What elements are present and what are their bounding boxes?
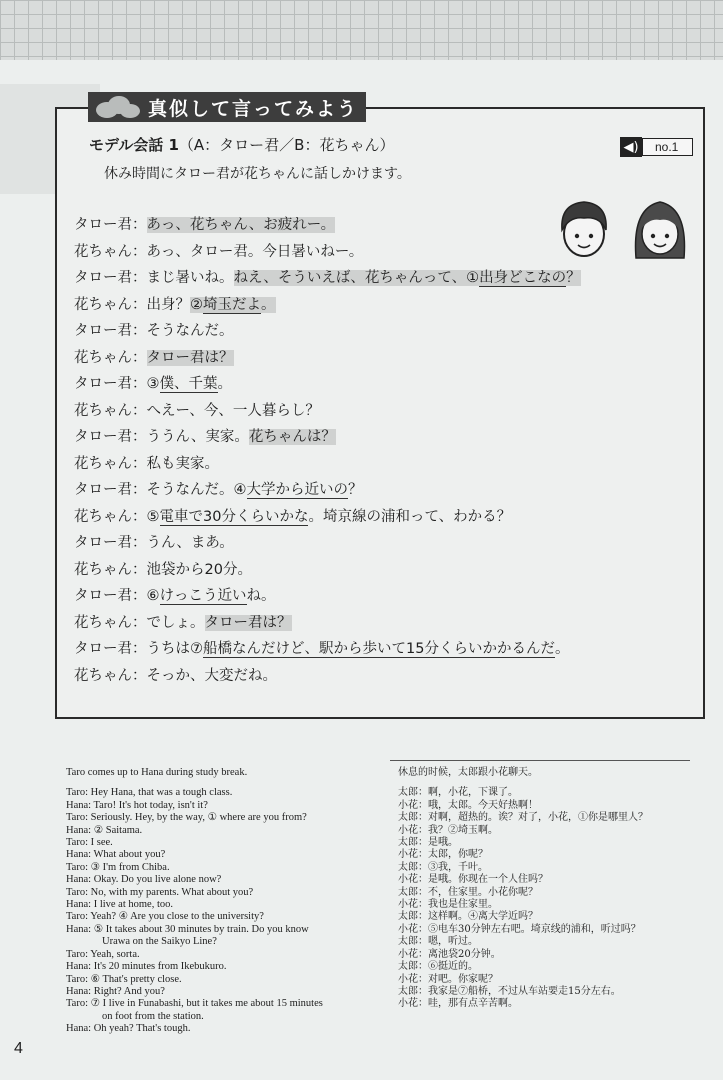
chinese-line: 小花：哇，那有点辛苦啊。	[398, 998, 518, 1010]
utterance-text: 。	[261, 296, 276, 313]
chinese-line: 小花：离池袋20分钟。	[398, 948, 501, 960]
speaker-name: 花ちゃん：	[74, 455, 147, 472]
speaker-name: 花ちゃん：	[74, 561, 147, 578]
dialogue-line	[74, 611, 292, 632]
utterance-text: 私も実家。	[146, 455, 219, 472]
english-line: Hana: I live at home, too.	[66, 899, 174, 911]
audio-track[interactable]	[620, 137, 693, 157]
speaker-icon[interactable]: ◀)	[620, 137, 642, 157]
chinese-line: 太郎：啊，小花，下课了。	[398, 787, 518, 799]
intro-sentence: 休み時間にタロー君が花ちゃんに話しかけます。	[104, 166, 411, 182]
utterance-text: 電車で30分くらいかな	[159, 508, 309, 525]
utterance-text: あっ、花ちゃん、お疲れー。	[146, 217, 336, 233]
chinese-line: 太郎：③我，千叶。	[398, 861, 488, 873]
utterance-text: うん、まあ。	[146, 535, 234, 551]
english-line: Hana: ② Saitama.	[66, 824, 143, 836]
speaker-name: 花ちゃん：	[74, 667, 147, 684]
utterance-text: 出身どこなの	[479, 270, 567, 286]
dialogue-line	[74, 293, 276, 314]
english-line: Urawa on the Saikyo Line?	[102, 936, 217, 948]
utterance-text: ううん、実家。	[146, 429, 249, 445]
utterance-text: 船橋なんだけど、駅から歩いて15分くらいかかるんだ	[203, 641, 555, 657]
utterance-text: ね。	[246, 588, 276, 604]
utterance-text: ？	[348, 482, 363, 498]
dialogue-line	[74, 346, 234, 367]
speaker-name: タロー君：	[74, 429, 147, 445]
chinese-line: 太郎：对啊，超热的。诶？对了，小花，①你是哪里人？	[398, 812, 648, 824]
model-roles: （A：タロー君／B：花ちゃん）	[178, 136, 395, 154]
chinese-translation	[398, 767, 698, 1011]
utterance-text: あっ、タロー君。今日暑いねー。	[146, 243, 364, 260]
utterance-text: ⑤	[146, 508, 160, 525]
utterance-text: まじ暑いね。	[146, 270, 234, 286]
english-line: Taro: Seriously. Hey, by the way, ① where are you from?	[66, 812, 307, 824]
utterance-text: タロー君は？	[204, 614, 292, 631]
speaker-name: 花ちゃん：	[74, 243, 147, 260]
speaker-name: タロー君：	[74, 535, 147, 551]
utterance-text: そうなんだ。	[146, 323, 234, 339]
utterance-text: ねえ、そういえば、花ちゃんって、①	[233, 270, 480, 286]
section-title: 真似して言ってみよう	[148, 97, 359, 120]
utterance-text: そっか、大変だね。	[146, 667, 277, 684]
english-line: Taro: I see.	[66, 837, 113, 849]
speaker-name: 花ちゃん：	[74, 402, 147, 419]
audio-track-label: no.1	[642, 138, 693, 156]
grid-paper-strip	[0, 0, 723, 62]
chinese-line: 小花：我？②埼玉啊。	[398, 824, 498, 836]
dialogue-line	[74, 425, 336, 446]
chinese-line: 太郎：我家是⑦船桥，不过从车站要走15分左右。	[398, 985, 621, 997]
english-line: Hana: It's 20 minutes from Ikebukuro.	[66, 961, 227, 973]
utterance-text: 埼玉だよ	[203, 296, 261, 313]
english-line: Taro: ⑦ I live in Funabashi, but it takes me about 15 minutes	[66, 998, 323, 1010]
english-line: Hana: What about you?	[66, 849, 166, 861]
english-line: Taro comes up to Hana during study break.	[66, 767, 248, 778]
chinese-line: 太郎：这样啊。④离大学近吗？	[398, 911, 538, 923]
utterance-text: 池袋から20分。	[146, 561, 252, 578]
boy-face-icon	[556, 198, 612, 260]
chinese-line: 太郎：是哦。	[398, 837, 458, 849]
dialogue-line	[74, 478, 363, 499]
english-line: Hana: ⑤ It takes about 30 minutes by train. Do you know	[66, 923, 309, 935]
speaker-name: タロー君：	[74, 376, 147, 392]
speaker-name: タロー君：	[74, 482, 147, 498]
utterance-text: タロー君は？	[146, 349, 234, 366]
chinese-line: 小花：我也是住家里。	[398, 899, 498, 911]
chinese-line: 小花：哦，太郎。今天好热啊！	[398, 799, 538, 811]
english-translation	[66, 767, 376, 1036]
utterance-text: 。埼京線の浦和って、わかる？	[308, 508, 512, 525]
speech-cloud-icon	[96, 96, 140, 118]
speaker-name: 花ちゃん：	[74, 296, 147, 313]
utterance-text: ③	[146, 376, 160, 392]
dialogue-line	[74, 372, 232, 393]
utterance-text: 僕、千葉	[159, 376, 218, 392]
english-line	[66, 779, 376, 787]
girl-face-icon	[632, 198, 688, 260]
divider-line	[390, 760, 690, 761]
utterance-text: へえー、今、一人暮らし？	[146, 402, 320, 419]
utterance-text: 出身？	[146, 296, 190, 313]
utterance-text: ②	[190, 296, 203, 313]
speaker-name: タロー君：	[74, 641, 147, 657]
dialogue-line	[74, 399, 320, 420]
page-number: 4	[14, 1040, 23, 1057]
speaker-name: 花ちゃん：	[74, 349, 147, 366]
dialogue-line	[74, 452, 219, 473]
dialogue-line	[74, 505, 511, 526]
utterance-text: ？	[566, 270, 581, 286]
dialogue-line	[74, 319, 234, 340]
english-line: Taro: Yeah? ④ Are you close to the university?	[66, 911, 264, 923]
english-line: on foot from the station.	[102, 1010, 204, 1022]
utterance-text: 花ちゃんは？	[248, 429, 336, 445]
model-label: モデル会話 1	[89, 136, 179, 154]
dialogue-line	[74, 637, 569, 658]
utterance-text: うちは⑦	[146, 641, 203, 657]
english-line: Hana: Okay. Do you live alone now?	[66, 874, 222, 886]
dialogue-line	[74, 558, 252, 579]
speaker-name: 花ちゃん：	[74, 614, 147, 631]
chinese-line: 太郎：不，住家里。小花你呢？	[398, 886, 538, 898]
chinese-line: 小花：太郎，你呢？	[398, 849, 488, 861]
chinese-line: 小花：⑤电车30分钟左右吧。埼京线的浦和，听过吗？	[398, 923, 641, 935]
english-line: Hana: Taro! It's hot today, isn't it?	[66, 799, 208, 811]
utterance-text: けっこう近い	[159, 588, 247, 604]
english-line: Taro: Yeah, sorta.	[66, 948, 140, 960]
speaker-name: タロー君：	[74, 217, 147, 233]
speaker-name: タロー君：	[74, 270, 147, 286]
utterance-text: 。	[554, 641, 570, 657]
english-line: Taro: Hey Hana, that was a tough class.	[66, 787, 233, 799]
dialogue-line	[74, 240, 363, 261]
chinese-line: 太郎：⑥挺近的。	[398, 961, 478, 973]
utterance-text: 。	[217, 376, 232, 392]
dialogue-line	[74, 584, 276, 605]
english-line: Taro: ③ I'm from Chiba.	[66, 861, 170, 873]
utterance-text: 大学から近いの	[246, 482, 348, 498]
utterance-text: ⑥	[146, 588, 160, 604]
utterance-text: そうなんだ。④	[146, 482, 247, 498]
chinese-line: 小花：是哦。你现在一个人住吗？	[398, 874, 548, 886]
english-line: Taro: ⑥ That's pretty close.	[66, 973, 182, 985]
dialogue-line	[74, 266, 581, 287]
speaker-name: タロー君：	[74, 323, 147, 339]
dialogue-line	[74, 213, 335, 234]
english-line: Hana: Oh yeah? That's tough.	[66, 1023, 191, 1035]
utterance-text: でしょ。	[146, 614, 205, 631]
chinese-line: 休息的时候，太郎跟小花聊天。	[398, 767, 538, 778]
speaker-name: 花ちゃん：	[74, 508, 147, 525]
english-line: Hana: Right? And you?	[66, 985, 165, 997]
english-line: Taro: No, with my parents. What about you?	[66, 886, 254, 898]
speaker-name: タロー君：	[74, 588, 147, 604]
chinese-line: 小花：对吧。你家呢？	[398, 973, 498, 985]
chinese-line: 太郎：嗯，听过。	[398, 936, 478, 948]
dialogue-line	[74, 664, 277, 685]
section-header	[88, 92, 366, 122]
model-conversation-heading	[89, 134, 394, 155]
dialogue-line	[74, 531, 234, 552]
